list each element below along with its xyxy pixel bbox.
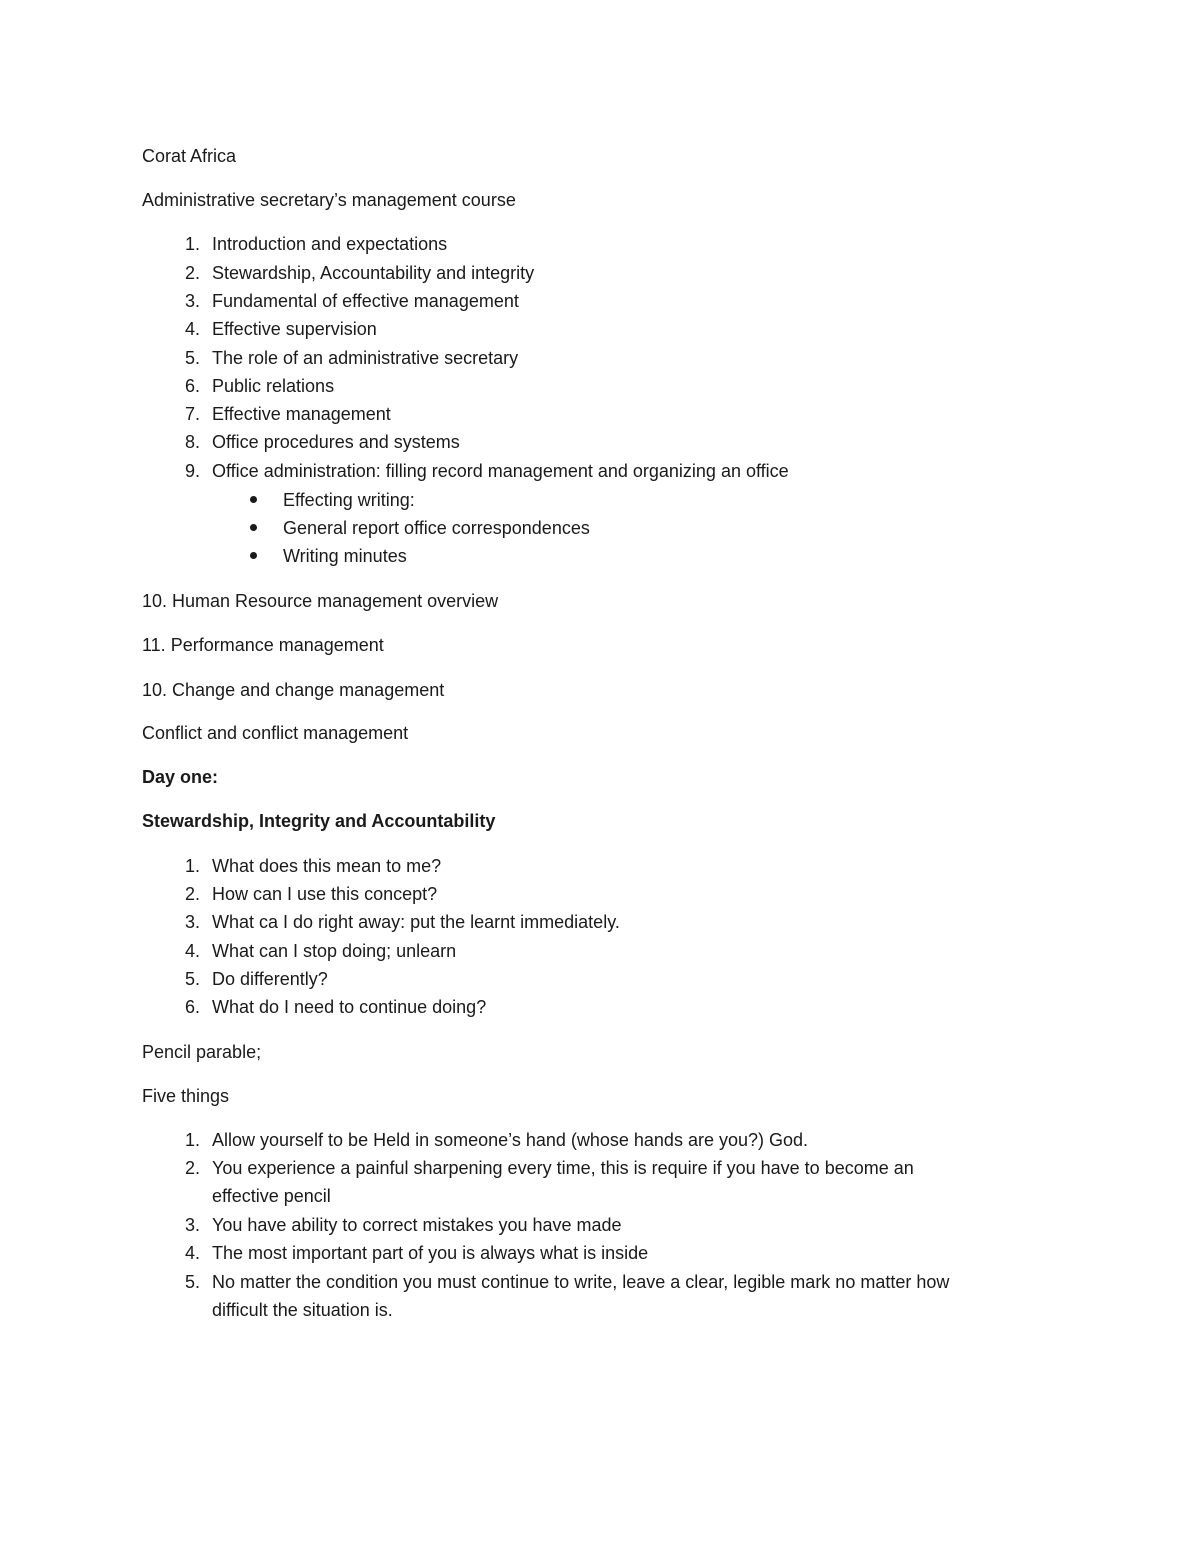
list-item-text: What do I need to continue doing? bbox=[212, 997, 487, 1017]
list-item-text-continuation: effective pencil bbox=[212, 1186, 331, 1206]
list-item-text: Stewardship, Accountability and integrity bbox=[212, 263, 535, 283]
list-number: 4. bbox=[184, 941, 200, 961]
list-item-text: What does this mean to me? bbox=[212, 856, 442, 876]
list-number: 1. bbox=[184, 234, 200, 254]
list-item-text: Introduction and expectations bbox=[212, 234, 448, 254]
list-number: 5. bbox=[184, 348, 200, 368]
list-number: 2. bbox=[184, 884, 200, 904]
list-number: 4. bbox=[184, 319, 200, 339]
outline-line: Conflict and conflict management bbox=[142, 723, 409, 743]
list-item-text: Office procedures and systems bbox=[212, 432, 460, 452]
list-item-text: Public relations bbox=[212, 376, 335, 396]
list-item-text: The role of an administrative secretary bbox=[212, 348, 519, 368]
list-item-text: The most important part of you is always what is inside bbox=[212, 1243, 649, 1263]
list-number: 2. bbox=[184, 1158, 200, 1178]
list-number: 8. bbox=[184, 432, 200, 452]
list-number: 3. bbox=[184, 291, 200, 311]
list-number: 5. bbox=[184, 1272, 200, 1292]
list-number: 1. bbox=[184, 1130, 200, 1150]
bullet-text: Writing minutes bbox=[283, 546, 407, 566]
outline-line: 10. Change and change management bbox=[142, 680, 445, 700]
list-item-text: Allow yourself to be Held in someone’s hand (whose hands are you?) God. bbox=[212, 1130, 809, 1150]
list-number: 2. bbox=[184, 263, 200, 283]
parable-heading: Pencil parable; bbox=[142, 1042, 262, 1062]
list-number: 3. bbox=[184, 912, 200, 932]
list-item-text: Do differently? bbox=[212, 969, 328, 989]
five-things-heading: Five things bbox=[142, 1086, 230, 1106]
list-item-text: What ca I do right away: put the learnt immediately. bbox=[212, 912, 620, 932]
list-item-text: Effective management bbox=[212, 404, 391, 424]
list-item-text: You have ability to correct mistakes you have made bbox=[212, 1215, 622, 1235]
list-number: 6. bbox=[184, 376, 200, 396]
bullet-text: General report office correspondences bbox=[283, 518, 590, 538]
list-item-text: You experience a painful sharpening every time, this is require if you have to become an bbox=[212, 1158, 914, 1178]
topic-heading: Stewardship, Integrity and Accountability bbox=[142, 811, 496, 831]
list-item-text: Office administration: filling record management and organizing an office bbox=[212, 461, 789, 481]
bullet-icon bbox=[250, 496, 257, 503]
outline-line: 10. Human Resource management overview bbox=[142, 591, 499, 611]
list-item-text-continuation: difficult the situation is. bbox=[212, 1300, 393, 1320]
list-item-text: What can I stop doing; unlearn bbox=[212, 941, 457, 961]
list-number: 7. bbox=[184, 404, 200, 424]
course-title: Administrative secretary’s management course bbox=[142, 190, 516, 210]
outline-line: 11. Performance management bbox=[142, 635, 384, 655]
list-item-text: No matter the condition you must continue to write, leave a clear, legible mark no matter how bbox=[212, 1272, 950, 1292]
list-number: 3. bbox=[184, 1215, 200, 1235]
list-number: 9. bbox=[184, 461, 200, 481]
list-number: 5. bbox=[184, 969, 200, 989]
list-number: 1. bbox=[184, 856, 200, 876]
bullet-text: Effecting writing: bbox=[283, 490, 415, 510]
day-heading: Day one: bbox=[142, 767, 219, 787]
organization-name: Corat Africa bbox=[142, 146, 237, 166]
bullet-icon bbox=[250, 524, 257, 531]
list-number: 4. bbox=[184, 1243, 200, 1263]
bullet-icon bbox=[250, 552, 257, 559]
list-item-text: Effective supervision bbox=[212, 319, 377, 339]
list-number: 6. bbox=[184, 997, 200, 1017]
list-item-text: How can I use this concept? bbox=[212, 884, 438, 904]
list-item-text: Fundamental of effective management bbox=[212, 291, 519, 311]
